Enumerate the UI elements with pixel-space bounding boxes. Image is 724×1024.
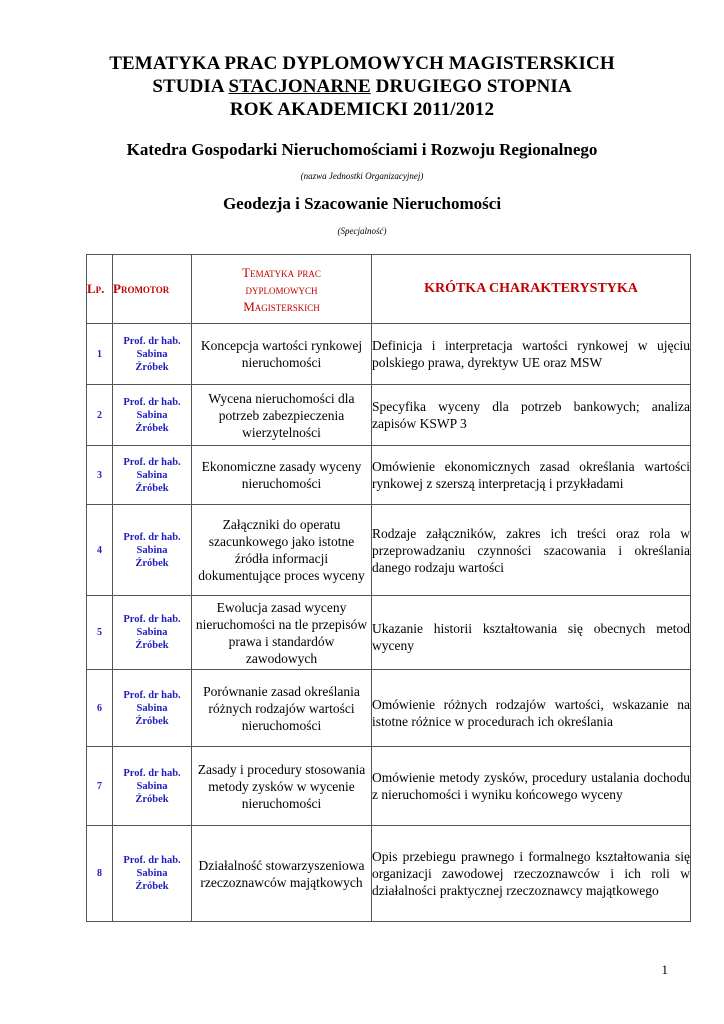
- row-number: 4: [87, 505, 113, 596]
- row-promotor: [113, 385, 192, 446]
- promotor-last-name: Źróbek: [135, 640, 169, 651]
- title-line-2: [0, 75, 724, 98]
- promotor-title: Prof. dr hab.: [123, 767, 181, 779]
- title-line-3: ROK AKADEMICKI 2011/2012: [229, 99, 495, 120]
- table-row: [87, 505, 691, 596]
- row-topic: Ewolucja zasad wyceny nieruchomości na tle przepisów prawa i standardów zawodowych: [192, 596, 372, 670]
- table-row: [87, 446, 691, 505]
- header-promotor: Promotor: [113, 255, 192, 324]
- promotor-last-name: Źróbek: [135, 361, 169, 373]
- row-number: 8: [87, 826, 113, 922]
- promotor-first-name: Sabina: [136, 409, 168, 421]
- table-row: [87, 596, 691, 670]
- row-number: 1: [87, 324, 113, 385]
- row-description: Omówienie ekonomicznych zasad określania wartości rynkowej z szerszą interpretacją i przykładami: [372, 446, 691, 505]
- row-topic: Załączniki do operatu szacunkowego jako istotne źródła informacji dokumentujące proces wyceny: [192, 505, 372, 596]
- row-description: Rodzaje załączników, zakres ich treści oraz rola w przeprowadzaniu czynności szacowania i określania danego rodzaju wartości: [372, 505, 691, 596]
- row-promotor: [113, 670, 192, 747]
- header-topic: [192, 255, 372, 324]
- promotor-title: Prof. dr hab.: [123, 531, 181, 543]
- title-line-1: TEMATYKA PRAC DYPLOMOWYCH MAGISTERSKICH: [109, 53, 615, 74]
- header-topic-line-3: Magisterskich: [243, 298, 320, 314]
- row-promotor: [113, 747, 192, 826]
- row-description: Opis przebiegu prawnego i formalnego kształtowania się organizacji zawodowej rzeczoznawców i ich roli w działalności praktycznej rzeczoznawcy majątkowego: [372, 826, 691, 922]
- promotor-last-name: Źróbek: [135, 715, 169, 727]
- title-line-2-post: DRUGIEGO STOPNIA: [375, 76, 572, 97]
- promotor-first-name: Sabina: [136, 780, 168, 792]
- promotor-title: Prof. dr hab.: [123, 396, 181, 408]
- promotor-first-name: Sabina: [136, 868, 168, 879]
- promotor-title: Prof. dr hab.: [123, 614, 181, 625]
- row-topic: Porównanie zasad określania różnych rodzajów wartości nieruchomości: [192, 670, 372, 747]
- promotor-first-name: Sabina: [136, 348, 168, 360]
- table-row: [87, 826, 691, 922]
- promotor-last-name: Źróbek: [135, 793, 169, 805]
- title-line-2-underlined: STACJONARNE: [228, 76, 371, 97]
- row-topic: Działalność stowarzyszeniowa rzeczoznawców majątkowych: [192, 826, 372, 922]
- header-lp: Lp.: [87, 255, 113, 324]
- row-description: Definicja i interpretacja wartości rynkowej w ujęciu polskiego prawa, dyrektyw UE oraz MSW: [372, 324, 691, 385]
- promotor-first-name: Sabina: [136, 702, 168, 714]
- row-description: Ukazanie historii kształtowania się obecnych metod wyceny: [372, 596, 691, 670]
- promotor-first-name: Sabina: [136, 469, 168, 481]
- table-header-row: [87, 255, 691, 324]
- thesis-table: [86, 254, 691, 922]
- table-row: [87, 747, 691, 826]
- row-topic: Koncepcja wartości rynkowej nieruchomości: [192, 324, 372, 385]
- row-promotor: [113, 446, 192, 505]
- row-number: 6: [87, 670, 113, 747]
- promotor-last-name: Źróbek: [135, 881, 169, 892]
- row-description: Omówienie metody zysków, procedury ustalania dochodu z nieruchomości i wyniku końcowego wyceny: [372, 747, 691, 826]
- header-topic-line-1: Tematyka prac: [242, 264, 321, 280]
- row-number: 3: [87, 446, 113, 505]
- row-number: 7: [87, 747, 113, 826]
- row-number: 2: [87, 385, 113, 446]
- promotor-first-name: Sabina: [136, 627, 168, 638]
- table-row: [87, 385, 691, 446]
- promotor-title: Prof. dr hab.: [123, 689, 181, 701]
- row-topic: Ekonomiczne zasady wyceny nieruchomości: [192, 446, 372, 505]
- row-promotor: [113, 505, 192, 596]
- promotor-last-name: Źróbek: [135, 557, 169, 569]
- row-promotor: [113, 596, 192, 670]
- row-topic: Wycena nieruchomości dla potrzeb zabezpieczenia wierzytelności: [192, 385, 372, 446]
- row-number: 5: [87, 596, 113, 670]
- header-topic-line-2: dyplomowych: [245, 281, 318, 297]
- promotor-last-name: Źróbek: [135, 482, 169, 494]
- promotor-title: Prof. dr hab.: [123, 456, 181, 468]
- page-number: 1: [661, 962, 668, 977]
- table-row: [87, 670, 691, 747]
- row-promotor: [113, 826, 192, 922]
- row-description: Specyfika wyceny dla potrzeb bankowych; analiza zapisów KSWP 3: [372, 385, 691, 446]
- promotor-title: Prof. dr hab.: [123, 855, 181, 866]
- promotor-first-name: Sabina: [136, 544, 168, 556]
- row-description: Omówienie różnych rodzajów wartości, wskazanie na istotne różnice w procedurach ich określania: [372, 670, 691, 747]
- title-block: [0, 52, 724, 121]
- specialization-caption: (Specjalność): [337, 226, 387, 236]
- row-promotor: [113, 324, 192, 385]
- promotor-title: Prof. dr hab.: [123, 335, 181, 347]
- department-name: Katedra Gospodarki Nieruchomościami i Rozwoju Regionalnego: [126, 140, 598, 159]
- row-topic: Zasady i procedury stosowania metody zysków w wycenie nieruchomości: [192, 747, 372, 826]
- header-characteristics: KRÓTKA CHARAKTERYSTYKA: [372, 255, 691, 324]
- title-line-2-pre: STUDIA: [152, 76, 224, 97]
- specialization-name: Geodezja i Szacowanie Nieruchomości: [222, 194, 502, 213]
- table-row: [87, 324, 691, 385]
- promotor-last-name: Źróbek: [135, 422, 169, 434]
- department-caption: (nazwa Jednostki Organizacyjnej): [300, 171, 424, 181]
